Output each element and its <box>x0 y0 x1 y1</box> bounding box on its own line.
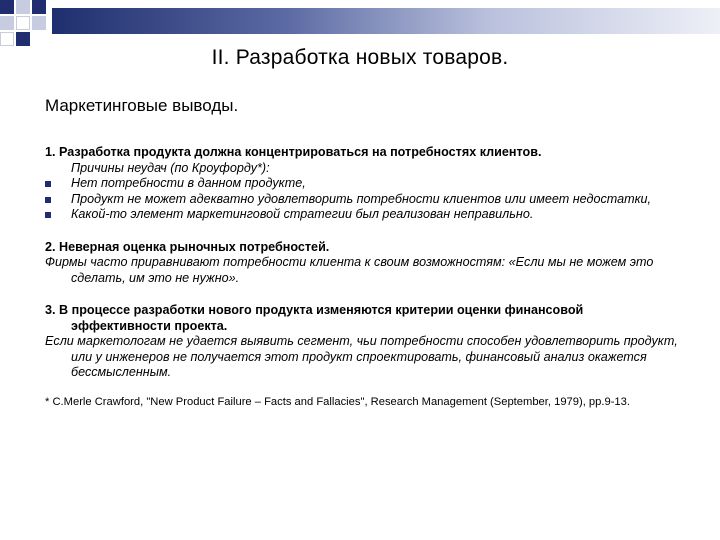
header-divider <box>52 34 720 36</box>
footnote: * C.Merle Crawford, "New Product Failure – Facts and Fallacies", Research Management (September, 1979), pp.9-13. <box>45 395 630 408</box>
section-3-body: Если маркетологам не удается выявить сегмент, чьи потребности способен удовлетворить продукт, или у инженеров не получается этот продукт спроектировать, финансовый анализ окажется бессмысленным. <box>45 334 678 379</box>
list-item <box>45 176 685 192</box>
list-item <box>45 192 685 208</box>
deco-square <box>32 16 46 30</box>
deco-square <box>0 16 14 30</box>
list-item-text: Нет потребности в данном продукте, <box>71 176 306 190</box>
deco-square <box>16 16 30 30</box>
section-1-intro: Причины неудач (по Кроуфорду*): <box>71 160 270 175</box>
list-item-text: Какой-то элемент маркетинговой стратегии был реализован неправильно. <box>71 207 534 221</box>
page-subtitle: Маркетинговые выводы. <box>45 96 239 115</box>
slide-content <box>45 145 685 409</box>
page-title: II. Разработка новых товаров. <box>211 46 509 69</box>
square-bullet-icon <box>45 181 51 187</box>
square-bullet-icon <box>45 212 51 218</box>
section-2-heading: 2. Неверная оценка рыночных потребностей. <box>45 239 330 254</box>
deco-square <box>0 32 14 46</box>
header-decoration <box>0 0 60 50</box>
list-item-text: Продукт не может адекватно удовлетворить потребности клиентов или имеет недостатки, <box>71 191 652 206</box>
list-item <box>45 207 685 223</box>
deco-square <box>0 0 14 14</box>
header-gradient-bar <box>52 8 720 34</box>
section-3-heading: 3. В процессе разработки нового продукта изменяются критерии оценки финансовой эффективности проекта. <box>45 303 584 333</box>
section-1-heading: 1. Разработка продукта должна концентрироваться на потребностях клиентов. <box>45 145 542 159</box>
deco-square <box>16 32 30 46</box>
section-2-body: Фирмы часто приравнивают потребности клиента к своим возможностям: «Если мы не можем это сделать, им это не нужно». <box>45 255 654 285</box>
deco-square <box>16 0 30 14</box>
deco-square <box>32 0 46 14</box>
square-bullet-icon <box>45 197 51 203</box>
